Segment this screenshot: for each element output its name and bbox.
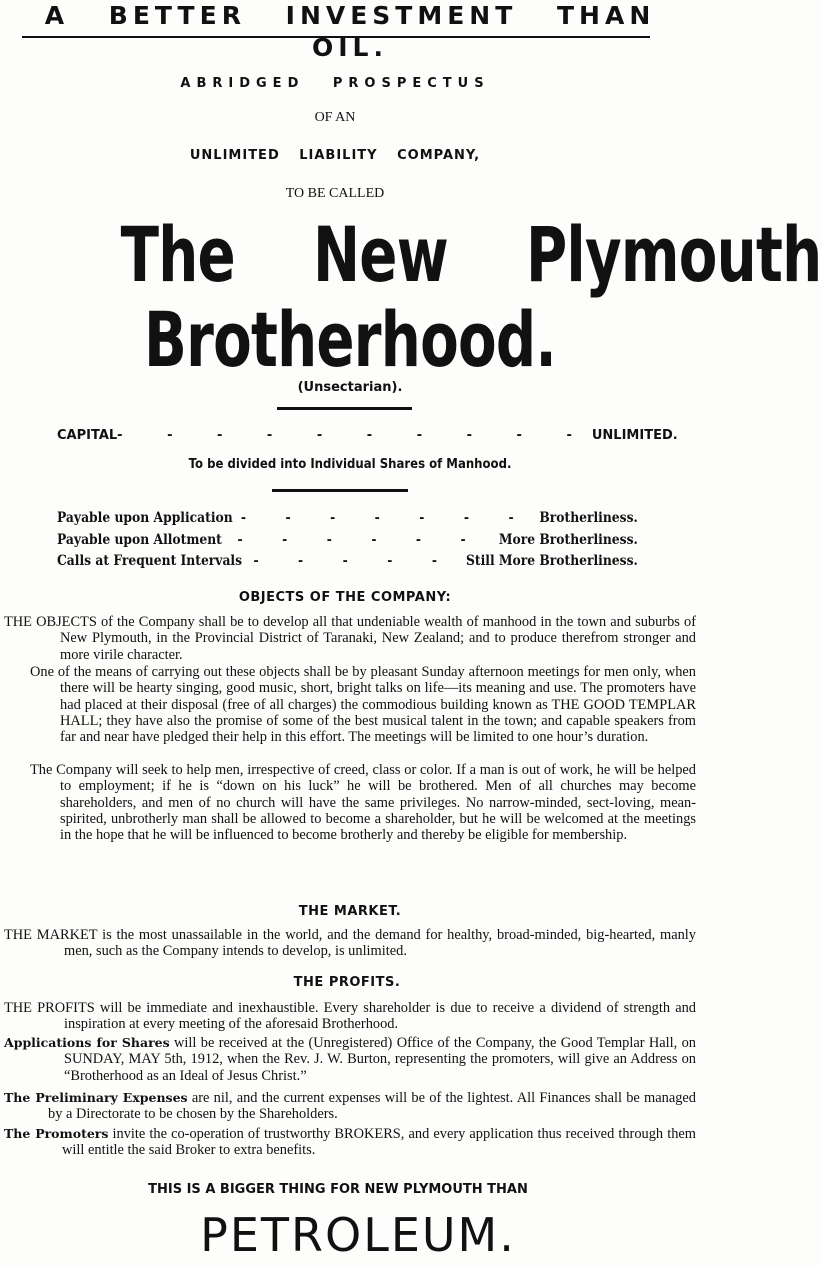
profits-paragraph-1: THE PROFITS will be immediate and inexhaustible. Every shareholder is due to receive a dividend of strength and inspiration at every meeting of the aforesaid Brotherhood.	[4, 1000, 696, 1033]
capital-value: UNLIMITED.	[591, 428, 678, 443]
payment-row-allotment	[57, 532, 638, 548]
profits-heading: THE PROFITS.	[293, 975, 401, 990]
subtitle: (Unsectarian).	[297, 380, 403, 395]
title-line-2: Brotherhood.	[143, 295, 557, 384]
objects-paragraph-2	[30, 664, 696, 745]
closing-petroleum: PETROLEUM.	[200, 1208, 516, 1262]
capital-label: CAPITAL	[57, 428, 118, 443]
market-heading: THE MARKET.	[298, 904, 402, 919]
objects-paragraph-3	[30, 762, 696, 843]
expenses-lead: The Preliminary Expenses	[4, 1090, 188, 1105]
intro-of-an: OF AN	[314, 110, 356, 125]
headline: A BETTER INVESTMENT THAN OIL.	[44, 1, 656, 62]
capital-note: To be divided into Individual Shares of Manhood.	[188, 457, 512, 472]
objects-paragraph-1: THE OBJECTS of the Company shall be to develop all that undeniable wealth of manhood in the town and suburbs of New Plymouth, in the Provincial District of Taranaki, New Zealand; and to produce therefrom stronger and more virile character.	[4, 614, 696, 663]
payment-label: Payable upon Application	[57, 510, 233, 526]
closing-line: THIS IS A BIGGER THING FOR NEW PLYMOUTH THAN	[148, 1182, 528, 1197]
intro-prospectus: ABRIDGED PROSPECTUS	[180, 76, 490, 91]
applications-text: will be received at the (Unregistered) Office of the Company, the Good Templar Hall, on SUNDAY, MAY 5th, 1912, when the Rev. J. W. Burton, representing the promoters, will give an Address on “Brotherhood as an Ideal of Jesus Christ.”	[64, 1035, 696, 1084]
capital-row	[57, 428, 678, 443]
subtitle-rule	[277, 407, 412, 410]
payment-row-calls	[57, 553, 638, 569]
objects-paragraph-3-text: The Company will seek to help men, irrespective of creed, class or color. If a man is out of work, he will be helped to employment; if he is “down on his luck” he will be brothered. Men of all churches may become shareholders, and men of no church will have the same privileges. No narrow-minded, sect-loving, mean-spirited, unbrotherly man shall be allowed to become a shareholder, but he will be welcomed at the meetings in the hope that he will be influenced to become brotherly and thereby be eligible for membership.	[30, 762, 696, 844]
payment-value: Still More Brotherliness.	[465, 553, 638, 569]
objects-paragraph-2-text: One of the means of carrying out these objects shall be by pleasant Sunday afternoon meetings for men only, when there will be hearty singing, good music, short, bright talks on life—its meaning and use. The promoters have had placed at their disposal (free of all charges) the commodious building known as THE GOOD TEMPLAR HALL; they have also the promise of some of the best musical talent in the town; and capable speakers from far and near have pledged their help in this effort. The meetings will be limited to one hour’s duration.	[30, 664, 696, 746]
payment-value: More Brotherliness.	[498, 532, 638, 548]
capital-rule	[272, 489, 408, 492]
payment-value: Brotherliness.	[539, 510, 638, 526]
applications-lead: Applications for Shares	[4, 1035, 170, 1050]
market-paragraph: THE MARKET is the most unassailable in the world, and the demand for healthy, broad-minded, big-hearted, manly men, such as the Company intends to develop, is unlimited.	[4, 927, 696, 960]
profits-paragraph-2	[4, 1035, 696, 1084]
expenses-text: are nil, and the current expenses will be of the lightest. All Finances shall be managed by a Directorate to be chosen by the Shareholders.	[48, 1090, 696, 1123]
title-line-1: The New Plymouth	[120, 210, 821, 299]
profits-paragraph-3	[4, 1090, 696, 1123]
promoters-text: invite the co-operation of trustworthy BROKERS, and every application thus received through them will entitle the said Broker to extra benefits.	[62, 1126, 696, 1159]
intro-to-be-called: TO BE CALLED	[285, 186, 385, 201]
intro-company-type	[0, 148, 670, 163]
payment-label: Calls at Frequent Intervals	[57, 553, 243, 569]
payment-row-application	[57, 510, 638, 526]
payment-leader: - - - - -	[253, 553, 455, 569]
profits-paragraph-4	[4, 1126, 696, 1159]
payment-label: Payable upon Allotment	[57, 532, 222, 548]
promoters-lead: The Promoters	[4, 1126, 109, 1141]
payment-leader: - - - - - -	[237, 532, 484, 548]
objects-heading: OBJECTS OF THE COMPANY:	[238, 590, 452, 605]
capital-leader: - - - - - - - - - -	[117, 428, 592, 443]
payment-leader: - - - - - - -	[240, 510, 532, 526]
headline-rule	[22, 36, 650, 38]
intro-company-type-text: UNLIMITED LIABILITY COMPANY,	[189, 148, 481, 163]
